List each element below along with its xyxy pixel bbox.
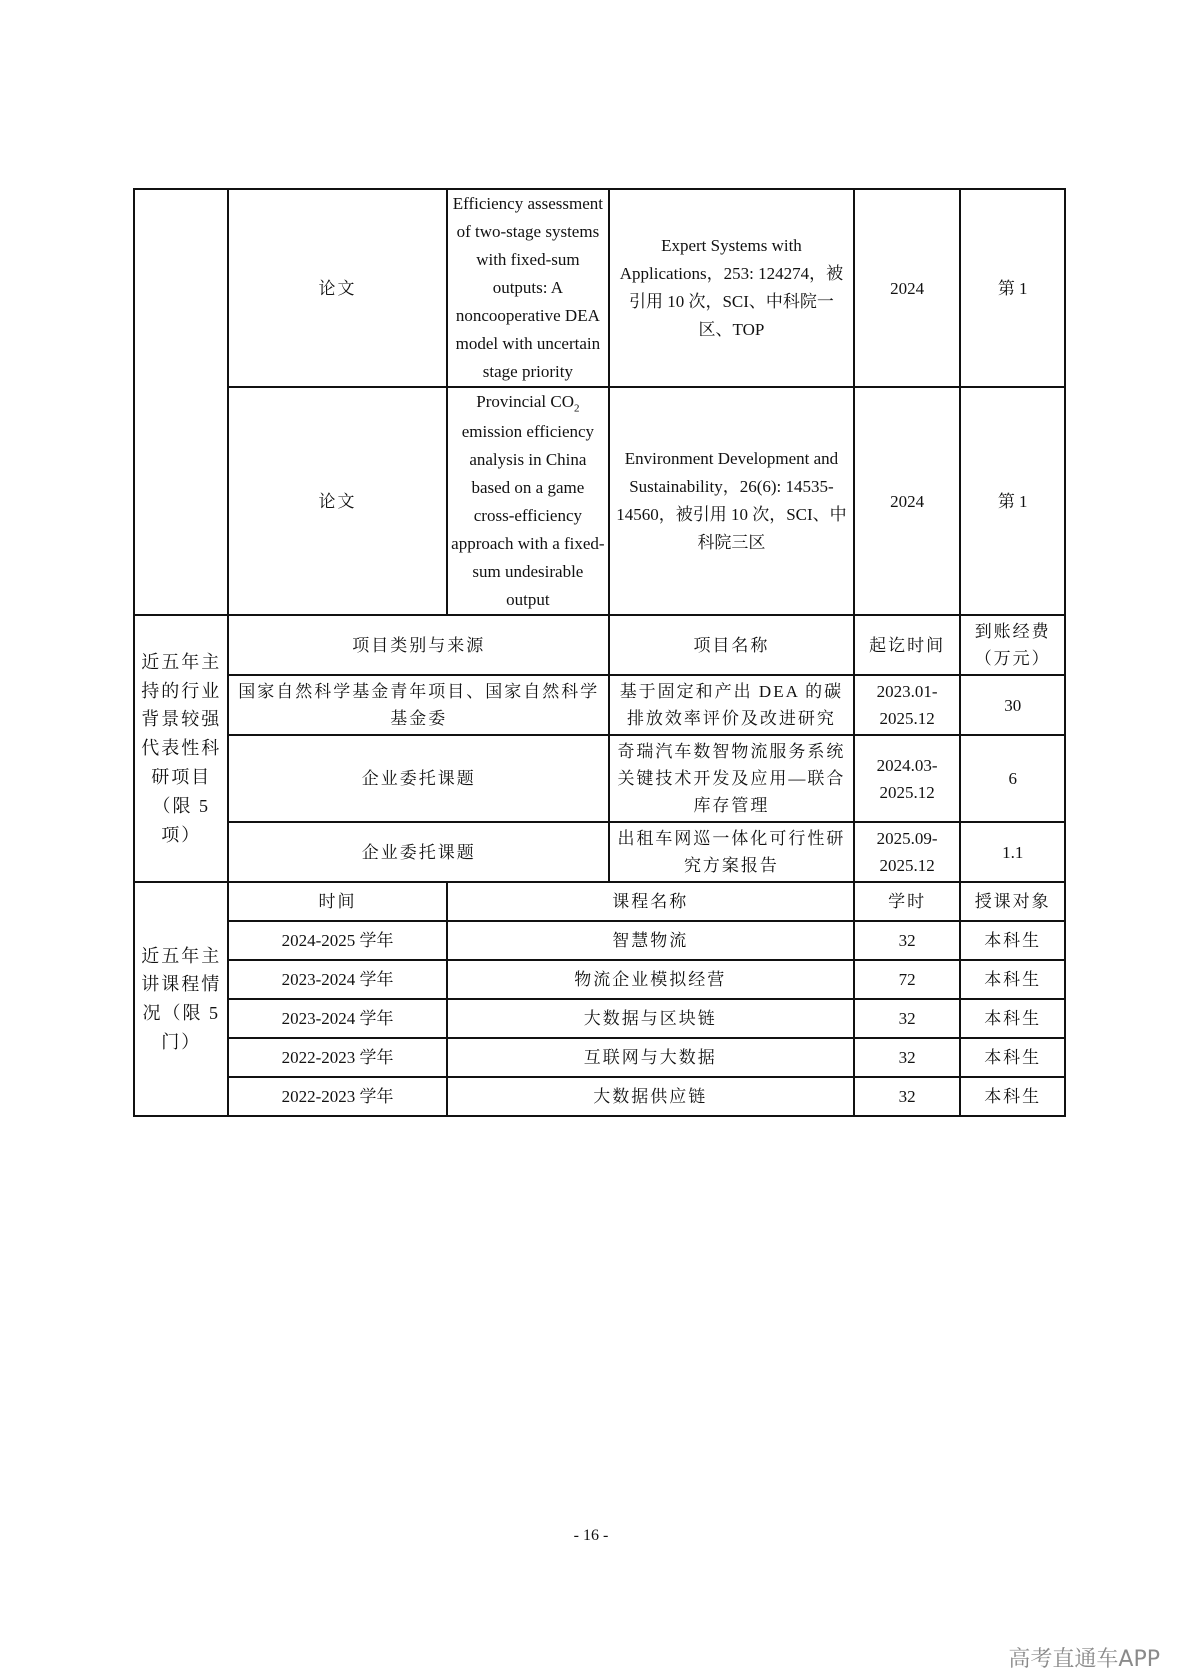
course-time: 2022-2023 学年 <box>228 1077 446 1116</box>
project-name: 基于固定和产出 DEA 的碳排放效率评价及改进研究 <box>609 675 854 735</box>
project-row <box>134 822 1065 882</box>
course-name: 互联网与大数据 <box>447 1038 854 1077</box>
paper-section-label <box>134 189 228 615</box>
course-audience: 本科生 <box>960 1077 1065 1116</box>
paper-venue: Environment Development and Sustainability，26(6): 14535-14560，被引用 10 次，SCI、中科院三区 <box>609 387 854 615</box>
course-audience: 本科生 <box>960 960 1065 999</box>
document-table <box>133 188 1066 1117</box>
project-funding-header: 到账经费（万元） <box>960 615 1065 675</box>
paper-year: 2024 <box>854 387 961 615</box>
course-hours: 32 <box>854 1038 961 1077</box>
paper-venue: Expert Systems with Applications，253: 124274，被引用 10 次，SCI、中科院一区、TOP <box>609 189 854 387</box>
paper-rank: 第 1 <box>960 387 1065 615</box>
course-row <box>134 999 1065 1038</box>
course-row <box>134 1077 1065 1116</box>
course-hours: 32 <box>854 999 961 1038</box>
page-number: - 16 - <box>573 1527 609 1544</box>
project-name: 奇瑞汽车数智物流服务系统关键技术开发及应用—联合库存管理 <box>609 735 854 822</box>
project-header-row <box>134 615 1065 675</box>
project-section-label: 近五年主持的行业背景较强代表性科研项目（限 5 项） <box>134 615 228 882</box>
course-time-header: 时间 <box>228 882 446 921</box>
course-time: 2024-2025 学年 <box>228 921 446 960</box>
course-section-label: 近五年主讲课程情况（限 5 门） <box>134 882 228 1116</box>
course-row <box>134 921 1065 960</box>
course-hours: 32 <box>854 1077 961 1116</box>
course-audience-header: 授课对象 <box>960 882 1065 921</box>
course-name: 大数据供应链 <box>447 1077 854 1116</box>
project-row <box>134 675 1065 735</box>
project-period-header: 起讫时间 <box>854 615 961 675</box>
course-header-row <box>134 882 1065 921</box>
course-audience: 本科生 <box>960 1038 1065 1077</box>
paper-title: Provincial $CO_2$ emission efficiency analysis in China based on a game cross-efficiency approach with a fixed-sum undesirable output <box>447 387 609 615</box>
project-funding: 1.1 <box>960 822 1065 882</box>
project-category: 企业委托课题 <box>228 735 609 822</box>
project-funding: 30 <box>960 675 1065 735</box>
project-category: 企业委托课题 <box>228 822 609 882</box>
paper-rank: 第 1 <box>960 189 1065 387</box>
paper-type: 论文 <box>228 189 446 387</box>
paper-row <box>134 387 1065 615</box>
project-name: 出租车网巡一体化可行性研究方案报告 <box>609 822 854 882</box>
project-period: 2023.01-2025.12 <box>854 675 961 735</box>
course-time: 2023-2024 学年 <box>228 999 446 1038</box>
course-audience: 本科生 <box>960 921 1065 960</box>
project-name-header: 项目名称 <box>609 615 854 675</box>
paper-row <box>134 189 1065 387</box>
course-hours-header: 学时 <box>854 882 961 921</box>
paper-title: Efficiency assessment of two-stage systems with fixed-sum outputs: A noncooperative DEA model with uncertain stage priority <box>447 189 609 387</box>
course-hours: 32 <box>854 921 961 960</box>
project-period: 2024.03-2025.12 <box>854 735 961 822</box>
course-name-header: 课程名称 <box>447 882 854 921</box>
project-category: 国家自然科学基金青年项目、国家自然科学基金委 <box>228 675 609 735</box>
course-hours: 72 <box>854 960 961 999</box>
project-category-header: 项目类别与来源 <box>228 615 609 675</box>
project-row <box>134 735 1065 822</box>
watermark: 高考直通车APP <box>1008 1647 1160 1672</box>
course-name: 智慧物流 <box>447 921 854 960</box>
course-row <box>134 960 1065 999</box>
course-row <box>134 1038 1065 1077</box>
project-period: 2025.09-2025.12 <box>854 822 961 882</box>
project-funding: 6 <box>960 735 1065 822</box>
course-audience: 本科生 <box>960 999 1065 1038</box>
course-time: 2022-2023 学年 <box>228 1038 446 1077</box>
course-name: 大数据与区块链 <box>447 999 854 1038</box>
course-time: 2023-2024 学年 <box>228 960 446 999</box>
course-name: 物流企业模拟经营 <box>447 960 854 999</box>
paper-type: 论文 <box>228 387 446 615</box>
paper-year: 2024 <box>854 189 961 387</box>
